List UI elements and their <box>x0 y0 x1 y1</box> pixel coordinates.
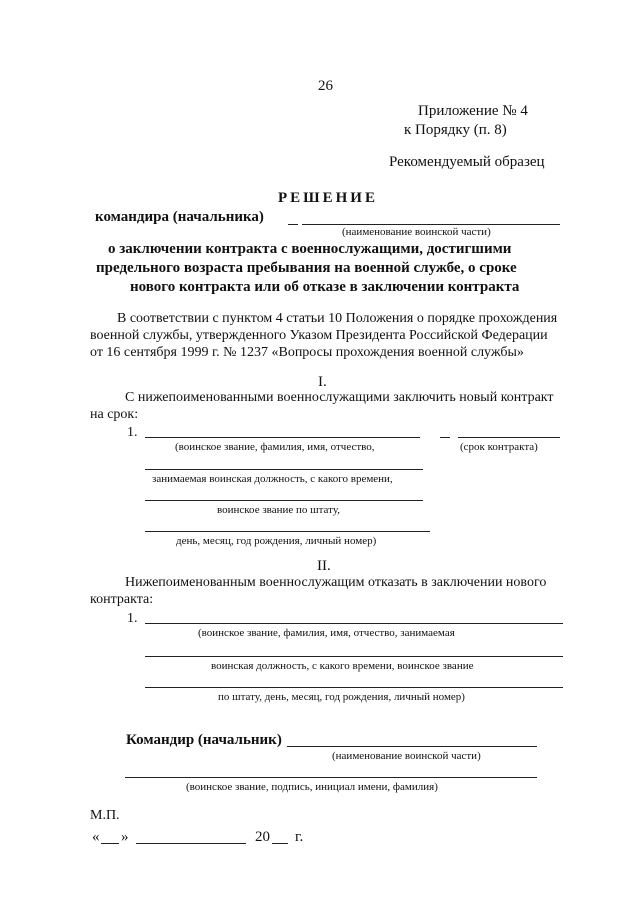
commander-dash <box>288 224 298 225</box>
date-year-suffix: г. <box>295 829 304 845</box>
section-1-position-line <box>145 469 423 470</box>
contract-term-line <box>458 437 560 438</box>
date-day-line <box>101 843 119 844</box>
subject-line-3: нового контракта или об отказе в заключении контракта <box>130 279 520 295</box>
section-1-rank-line <box>145 500 423 501</box>
date-year-prefix: 20 <box>255 829 270 845</box>
preamble-line-1: В соответствии с пунктом 4 статьи 10 Положения о порядке прохождения <box>117 311 558 326</box>
section-2-text-line-2: контракта: <box>90 592 154 607</box>
subject-line-2: предельного возраста пребывания на военной службе, о сроке <box>96 260 517 276</box>
seal-label: М.П. <box>90 808 120 823</box>
unit-name-line <box>302 224 560 225</box>
section-2-hint-3: по штату, день, месяц, год рождения, личный номер) <box>218 691 465 703</box>
section-1-hint-3: воинское звание по штату, <box>217 504 340 516</box>
commander-label: командира (начальника) <box>95 209 264 225</box>
section-2-hint-2: воинская должность, с какого времени, воинское звание <box>211 660 474 672</box>
section-2-position-line <box>145 656 563 657</box>
preamble-line-3: от 16 сентября 1999 г. № 1237 «Вопросы прохождения военной службы» <box>90 345 524 360</box>
section-2-text-line-1: Нижепоименованным военнослужащим отказать в заключении нового <box>125 575 547 590</box>
preamble-line-2: военной службы, утвержденного Указом Президента Российской Федерации <box>90 328 548 343</box>
date-quote-close: » <box>121 829 129 845</box>
date-month-line <box>136 843 246 844</box>
section-2-name-line <box>145 623 563 624</box>
section-2-item-number: 1. <box>127 611 138 626</box>
section-2-birth-line <box>145 687 563 688</box>
document-heading: РЕШЕНИЕ <box>278 190 378 206</box>
signature-unit-hint: (наименование воинской части) <box>332 750 481 762</box>
section-1-text-line-1: С нижепоименованными военнослужащими заключить новый контракт <box>125 390 554 405</box>
sample-label: Рекомендуемый образец <box>389 154 545 170</box>
signature-hint: (воинское звание, подпись, инициал имени, фамилия) <box>186 781 438 793</box>
section-1-item-number: 1. <box>127 425 138 440</box>
section-1-hint-2: занимаемая воинская должность, с какого времени, <box>152 473 393 485</box>
date-quote-open: « <box>92 829 100 845</box>
appendix-reference: к Порядку (п. 8) <box>404 122 507 138</box>
section-1-hint-4: день, месяц, год рождения, личный номер) <box>176 535 377 547</box>
unit-name-hint: (наименование воинской части) <box>342 226 491 238</box>
signature-line <box>125 777 537 778</box>
date-year-line <box>272 843 288 844</box>
term-dash <box>440 437 450 438</box>
signature-unit-line <box>287 746 537 747</box>
section-2-hint-1: (воинское звание, фамилия, имя, отчество, занимаемая <box>198 627 455 639</box>
section-1-birth-line <box>145 531 430 532</box>
subject-line-1: о заключении контракта с военнослужащими, достигшими <box>108 241 512 257</box>
section-1-hint-1: (воинское звание, фамилия, имя, отчество, <box>175 441 375 453</box>
section-1-numeral: I. <box>318 374 327 390</box>
section-1-name-line <box>145 437 420 438</box>
page-number: 26 <box>318 78 333 94</box>
signature-commander-label: Командир (начальник) <box>126 732 282 748</box>
section-1-text-line-2: на срок: <box>90 407 139 422</box>
appendix-title: Приложение № 4 <box>418 103 528 119</box>
contract-term-hint: (срок контракта) <box>460 441 538 453</box>
section-2-numeral: II. <box>317 558 331 574</box>
